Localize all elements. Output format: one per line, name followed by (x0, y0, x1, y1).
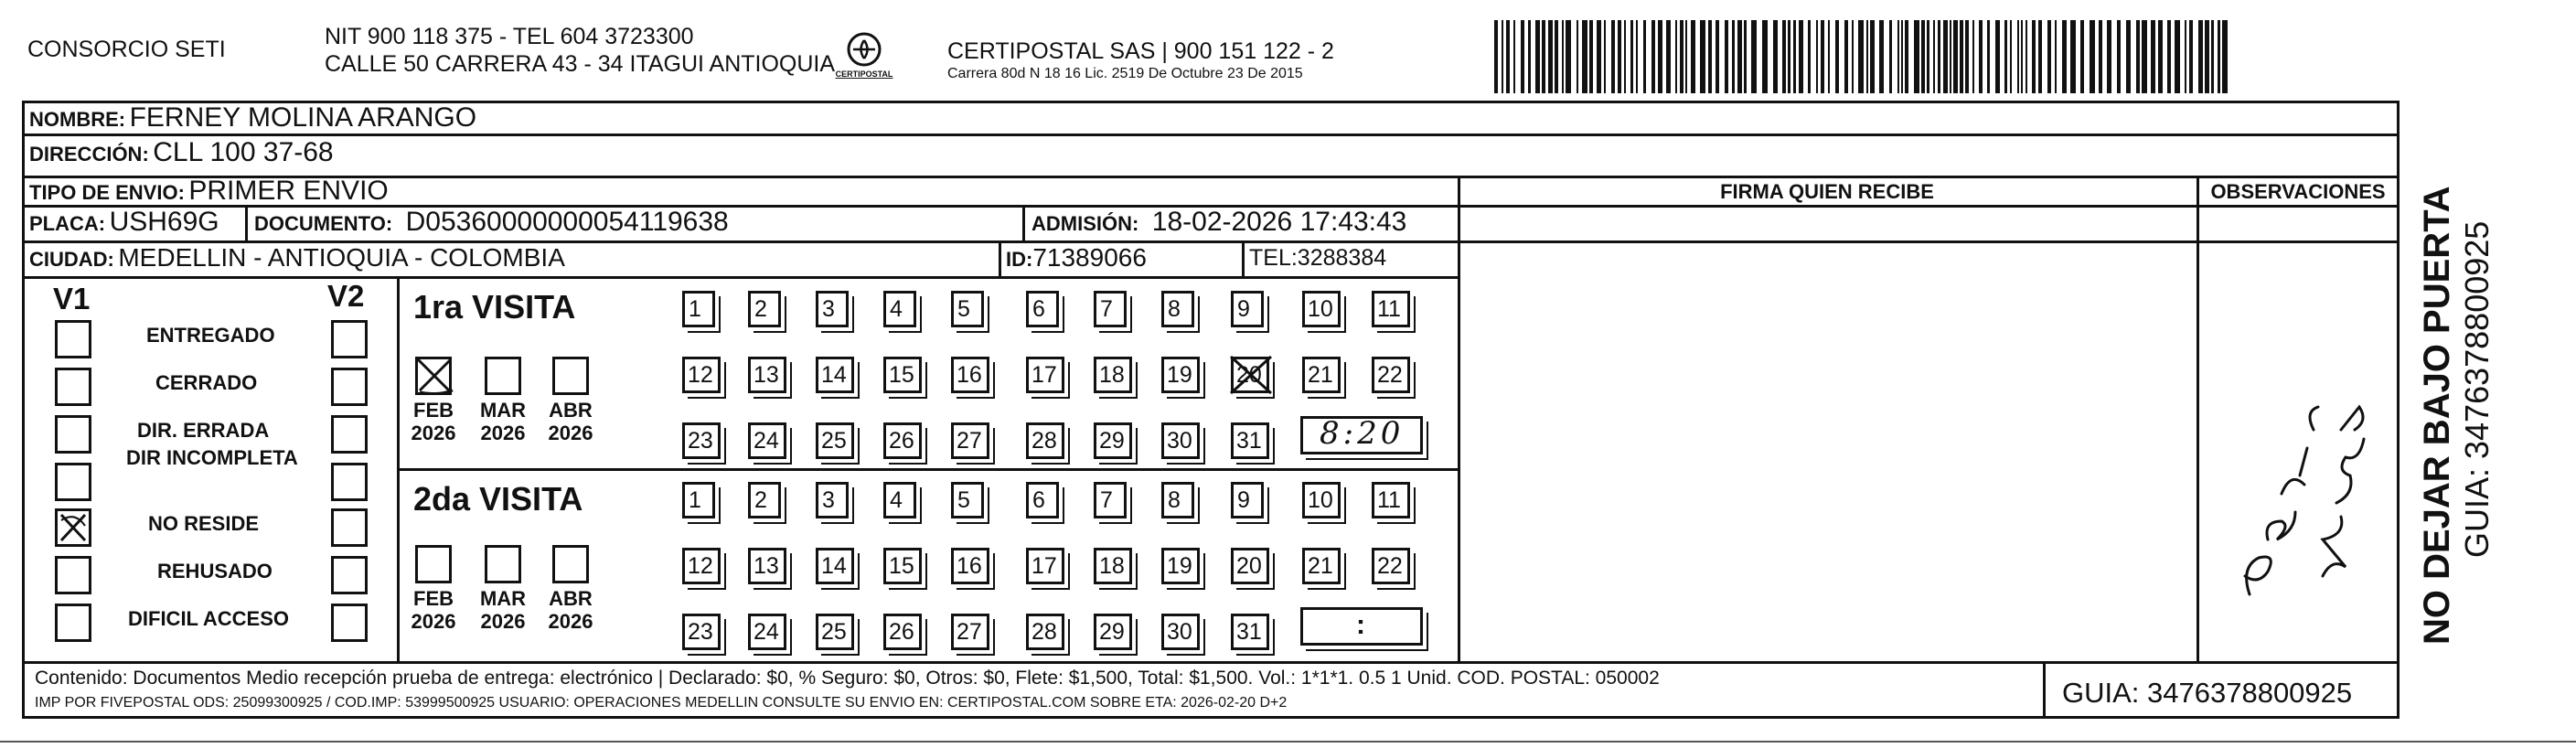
second-visit-day-box[interactable]: 5 (951, 482, 984, 518)
barcode-bar (2126, 20, 2131, 93)
barcode-bar (2090, 20, 2095, 93)
barcode-bar (1858, 20, 1864, 93)
barcode-bar (1782, 20, 1786, 93)
v1-checkbox[interactable] (55, 463, 91, 501)
first-visit-day-box[interactable]: 14 (816, 357, 854, 393)
plate-value: USH69G (109, 207, 219, 237)
v1-checkbox[interactable] (55, 415, 91, 454)
plate-label: PLACA: (29, 212, 106, 235)
barcode-bar (1816, 20, 1818, 93)
v1-label: V1 (53, 282, 91, 315)
second-visit-day-box[interactable]: 22 (1372, 548, 1410, 584)
second-visit-time-box[interactable] (1300, 607, 1423, 646)
second-visit-day-box[interactable]: 13 (748, 548, 786, 584)
barcode-bar (1921, 20, 1925, 93)
barcode-bar (1914, 20, 1919, 93)
first-visit-day-box[interactable]: 1 (682, 291, 715, 327)
month-name: MAR (479, 399, 527, 422)
first-visit-day-box[interactable]: 7 (1094, 291, 1127, 327)
shipment-type-field (29, 176, 389, 207)
barcode-bar (2175, 20, 2180, 93)
second-visit-day-box[interactable]: 14 (816, 548, 854, 584)
first-visit-day-box[interactable]: 16 (951, 357, 989, 393)
second-visit-day-box[interactable]: 29 (1094, 614, 1132, 650)
address-line: CALLE 50 CARRERA 43 - 34 ITAGUI ANTIOQUIA (325, 51, 836, 77)
month-name: ABR (549, 399, 593, 422)
first-visit-day-box[interactable]: 29 (1094, 422, 1132, 459)
barcode-bar (1927, 20, 1929, 93)
barcode-bar (2117, 20, 2121, 93)
month-name: FEB (413, 399, 454, 422)
document-field (254, 207, 729, 238)
barcode-bar (1995, 20, 2000, 93)
address-label: DIRECCIÓN: (29, 143, 149, 166)
second-visit-month-checkbox[interactable] (415, 545, 452, 583)
barcode-bar (1528, 20, 1531, 93)
month-name: MAR (479, 587, 527, 610)
cross-mark-icon (1227, 353, 1275, 397)
barcode-bar (1582, 20, 1587, 93)
side-notice-text: NO DEJAR BAJO PUERTA (2417, 186, 2457, 645)
second-visit-day-box[interactable]: 7 (1094, 482, 1127, 518)
first-visit-time: 8:20 (1320, 415, 1405, 452)
barcode-bar (1737, 20, 1742, 93)
barcode-bar (1897, 20, 1899, 93)
barcode-bar (2062, 20, 2067, 93)
barcode-bar (1513, 20, 1515, 93)
city-value: MEDELLIN - ANTIOQUIA - COLOMBIA (118, 243, 565, 272)
v2-checkbox[interactable] (331, 368, 368, 406)
v2-label: V2 (327, 279, 365, 313)
barcode-bar (1821, 20, 1824, 93)
barcode-bar (1987, 20, 1990, 93)
month-label (406, 399, 461, 444)
first-visit-day-box[interactable]: 20 (1231, 357, 1269, 393)
second-visit-day-box[interactable]: 6 (1026, 482, 1059, 518)
tel-label: TEL: (1249, 245, 1298, 271)
second-visit-month-checkbox[interactable] (552, 545, 589, 583)
v1-checkbox[interactable] (55, 604, 91, 642)
first-visit-day-box[interactable]: 22 (1372, 357, 1410, 393)
barcode-bar (1577, 20, 1578, 93)
handwriting-image (2213, 320, 2378, 613)
barcode-bar (2189, 20, 2193, 93)
plate-field (29, 207, 219, 238)
signature-header: FIRMA QUIEN RECIBE (1720, 180, 1934, 203)
month-year: 2026 (411, 610, 456, 633)
month-name: ABR (549, 587, 593, 610)
side-guide (2458, 101, 2496, 558)
second-visit-day-box[interactable]: 18 (1094, 548, 1132, 584)
barcode-bar (1972, 20, 1974, 93)
barcode-bar (1808, 20, 1811, 93)
barcode-bar (1965, 20, 1969, 93)
footer-guide: GUIA: 3476378800925 (2062, 677, 2353, 709)
month-label (476, 587, 530, 633)
first-visit-day-box[interactable]: 21 (1302, 357, 1341, 393)
barcode-bar (1535, 20, 1540, 93)
first-visit-day-box[interactable]: 4 (883, 291, 916, 327)
barcode-bar (1708, 20, 1712, 93)
barcode-bar (1953, 20, 1958, 93)
month-year: 2026 (480, 610, 526, 633)
month-name: FEB (413, 587, 454, 610)
barcode-bar (2218, 20, 2220, 93)
second-visit-day-box[interactable]: 1 (682, 482, 715, 518)
barcode-bar (1788, 20, 1790, 93)
second-visit-day-box[interactable]: 8 (1161, 482, 1194, 518)
logo-text: CERTIPOSTAL (835, 69, 893, 79)
barcode-bar (2099, 20, 2102, 93)
barcode-bar (1502, 20, 1503, 93)
second-visit-day-box[interactable]: 27 (951, 614, 989, 650)
nit-line: NIT 900 118 375 - TEL 604 3723300 (325, 24, 694, 49)
side-notice (2417, 78, 2458, 645)
second-visit-title: 2da VISITA (413, 480, 583, 518)
first-visit-day-box[interactable]: 24 (748, 422, 786, 459)
barcode-bar (1680, 20, 1683, 93)
barcode-bar (1866, 20, 1868, 93)
status-label: DIR INCOMPLETA (126, 446, 298, 469)
first-visit-day-box[interactable]: 28 (1026, 422, 1064, 459)
first-visit-day-box[interactable]: 25 (816, 422, 854, 459)
barcode-bar (1643, 20, 1646, 93)
month-label (406, 587, 461, 633)
second-visit-day-box[interactable]: 24 (748, 614, 786, 650)
barcode-bar (2010, 20, 2012, 93)
first-visit-time-box[interactable] (1300, 416, 1423, 454)
shipment-type-label: TIPO DE ENVIO: (29, 181, 185, 204)
first-visit-month-checkbox[interactable] (485, 357, 521, 395)
barcode-bar (1700, 20, 1705, 93)
v2-checkbox[interactable] (331, 320, 368, 358)
barcode-bar (2032, 20, 2036, 93)
second-visit-day-box[interactable]: 21 (1302, 548, 1341, 584)
first-visit-day-box[interactable]: 6 (1026, 291, 1059, 327)
barcode-bar (1979, 20, 1983, 93)
barcode-bar (2026, 20, 2027, 93)
barcode-bar (1548, 20, 1553, 93)
barcode-bar (2055, 20, 2057, 93)
id-label: ID: (1006, 248, 1033, 271)
check-mark-icon (412, 354, 458, 394)
barcode-bar (2021, 20, 2023, 93)
barcode-bar (1938, 20, 1940, 93)
barcode-bar (1624, 20, 1626, 93)
first-visit-month-checkbox[interactable] (415, 357, 452, 395)
barcode-bar (1901, 20, 1903, 93)
first-visit-month-checkbox[interactable] (552, 357, 589, 395)
barcode-bar (2205, 20, 2209, 93)
status-label: NO RESIDE (148, 512, 260, 535)
month-label (476, 399, 530, 444)
barcode-bar (1562, 20, 1564, 93)
v1-checkbox[interactable] (55, 320, 91, 358)
id-value: 71389066 (1032, 243, 1147, 272)
barcode-bar (2080, 20, 2084, 93)
barcode-bar (1732, 20, 1735, 93)
barcode-bar (2151, 20, 2155, 93)
first-visit-day-box[interactable]: 3 (816, 291, 849, 327)
first-visit-day-box[interactable]: 5 (951, 291, 984, 327)
document-label: DOCUMENTO: (254, 212, 393, 235)
barcode-bar (1828, 20, 1830, 93)
barcode-bar (2017, 20, 2019, 93)
first-visit-day-box[interactable]: 11 (1372, 291, 1410, 327)
name-value: FERNEY MOLINA ARANGO (129, 102, 477, 133)
first-visit-day-box[interactable]: 9 (1231, 291, 1264, 327)
id-field (1006, 243, 1147, 272)
admission-field (1031, 207, 1406, 238)
barcode-image (1494, 20, 2235, 93)
barcode-bar (1658, 20, 1662, 93)
name-label: NOMBRE: (29, 108, 126, 131)
barcode-bar (1611, 20, 1615, 93)
first-visit-day-box[interactable]: 30 (1161, 422, 1200, 459)
barcode-bar (1799, 20, 1803, 93)
second-visit-day-box[interactable]: 12 (682, 548, 721, 584)
status-label: CERRADO (155, 371, 258, 394)
barcode-bar (1933, 20, 1935, 93)
barcode-bar (2198, 20, 2203, 93)
second-visit-time: : (1356, 610, 1365, 640)
v2-checkbox[interactable] (331, 463, 368, 501)
barcode-bar (2070, 20, 2076, 93)
barcode-bar (1905, 20, 1908, 93)
first-visit-day-box[interactable]: 15 (883, 357, 922, 393)
barcode-bar (2142, 20, 2147, 93)
observations-handwriting (2213, 320, 2378, 613)
footer-content-line: Contenido: Documentos Medio recepción prueba de entrega: electrónico | Declarado: $0, % Seguro: $0, Otros: $0, Flete: $1,500, Total: $1,500. Vol.: 1*1*1. 0.5 1 Unid. COD. POSTAL: 050002 (35, 668, 1660, 689)
month-year: 2026 (548, 610, 593, 633)
barcode-bar (1651, 20, 1655, 93)
second-visit-day-box[interactable]: 11 (1372, 482, 1410, 518)
v2-checkbox[interactable] (331, 556, 368, 594)
document-value: D05360000000054119638 (405, 207, 729, 237)
status-label: REHUSADO (157, 560, 273, 582)
status-label: DIFICIL ACCESO (128, 607, 290, 630)
barcode-bar (1762, 20, 1768, 93)
barcode-bar (1716, 20, 1719, 93)
second-visit-day-box[interactable]: 10 (1302, 482, 1341, 518)
v1-checkbox[interactable] (55, 556, 91, 594)
month-label (543, 587, 598, 633)
barcode-bar (1589, 20, 1593, 93)
barcode (1494, 20, 2235, 93)
v2-checkbox[interactable] (331, 508, 368, 547)
second-visit-day-box[interactable]: 2 (748, 482, 781, 518)
v2-checkbox[interactable] (331, 604, 368, 642)
barcode-bar (1844, 20, 1848, 93)
barcode-bar (1751, 20, 1757, 93)
second-visit-day-box[interactable]: 17 (1026, 548, 1064, 584)
second-visit-day-box[interactable]: 30 (1161, 614, 1200, 650)
address-value: CLL 100 37-68 (153, 137, 334, 167)
tel-field (1249, 245, 1386, 272)
barcode-bar (1630, 20, 1633, 93)
second-visit-day-box[interactable]: 9 (1231, 482, 1264, 518)
second-visit-day-box[interactable]: 16 (951, 548, 989, 584)
month-label (543, 399, 598, 444)
admission-label: ADMISIÓN: (1031, 212, 1139, 235)
city-field (29, 243, 565, 272)
barcode-bar (2004, 20, 2007, 93)
first-visit-day-box[interactable]: 17 (1026, 357, 1064, 393)
barcode-bar (1852, 20, 1854, 93)
first-visit-day-box[interactable]: 13 (748, 357, 786, 393)
barcode-bar (1555, 20, 1558, 93)
second-visit-month-checkbox[interactable] (485, 545, 521, 583)
barcode-bar (1685, 20, 1687, 93)
second-visit-day-box[interactable]: 3 (816, 482, 849, 518)
shipment-type-value: PRIMER ENVIO (188, 176, 389, 206)
status-label: ENTREGADO (146, 324, 275, 347)
barcode-bar (1618, 20, 1621, 93)
second-visit-day-box[interactable]: 15 (883, 548, 922, 584)
first-visit-day-box[interactable]: 10 (1302, 291, 1341, 327)
address-field (29, 137, 334, 168)
barcode-bar (1494, 20, 1498, 93)
second-visit-day-box[interactable]: 19 (1161, 548, 1200, 584)
barcode-bar (1691, 20, 1695, 93)
barcode-bar (1793, 20, 1796, 93)
first-visit-title: 1ra VISITA (413, 288, 576, 326)
v1-checkbox[interactable] (55, 368, 91, 406)
v1-checkbox[interactable] (55, 508, 91, 547)
barcode-bar (2038, 20, 2042, 93)
certipostal-logo (832, 29, 896, 84)
second-visit-day-box[interactable]: 23 (682, 614, 721, 650)
v2-checkbox[interactable] (331, 415, 368, 454)
barcode-bar (1636, 20, 1638, 93)
status-label: DIR. ERRADA (137, 419, 270, 442)
barcode-bar (2211, 20, 2214, 93)
license-line: Carrera 80d N 18 16 Lic. 2519 De Octubre 23 De 2015 (947, 66, 1303, 81)
month-year: 2026 (548, 422, 593, 444)
barcode-bar (1566, 20, 1571, 93)
company-name: CONSORCIO SETI (27, 37, 226, 62)
bottom-edge (0, 741, 2576, 743)
barcode-bar (1521, 20, 1524, 93)
footer-print-line: IMP POR FIVEPOSTAL ODS: 25099300925 / COD.IMP: 53999500925 USUARIO: OPERACIONES MEDELLIN CONSULTE SU ENVIO EN: CERTIPOSTAL.COM SOBRE ETA: 2026-02-20 D+2 (35, 695, 1288, 711)
second-visit-day-box[interactable]: 20 (1231, 548, 1269, 584)
second-visit-day-box[interactable]: 28 (1026, 614, 1064, 650)
barcode-bar (1943, 20, 1948, 93)
second-visit-day-box[interactable]: 4 (883, 482, 916, 518)
second-visit-day-box[interactable]: 25 (816, 614, 854, 650)
barcode-bar (2136, 20, 2140, 93)
barcode-bar (2185, 20, 2186, 93)
first-visit-day-box[interactable]: 19 (1161, 357, 1200, 393)
second-visit-day-box[interactable]: 31 (1231, 614, 1269, 650)
barcode-bar (1675, 20, 1677, 93)
barcode-bar (1960, 20, 1963, 93)
barcode-bar (2047, 20, 2051, 93)
barcode-bar (1604, 20, 1606, 93)
month-year: 2026 (411, 422, 456, 444)
barcode-bar (2107, 20, 2111, 93)
tel-value: 3288384 (1297, 245, 1387, 271)
admission-value: 18-02-2026 17:43:43 (1151, 207, 1407, 237)
first-visit-day-box[interactable]: 18 (1094, 357, 1132, 393)
month-year: 2026 (480, 422, 526, 444)
barcode-bar (1725, 20, 1728, 93)
first-visit-day-box[interactable]: 26 (883, 422, 922, 459)
first-visit-day-box[interactable]: 2 (748, 291, 781, 327)
barcode-bar (2158, 20, 2163, 93)
barcode-bar (1744, 20, 1747, 93)
first-visit-day-box[interactable]: 27 (951, 422, 989, 459)
first-visit-day-box[interactable]: 8 (1161, 291, 1194, 327)
barcode-bar (1666, 20, 1671, 93)
barcode-bar (1773, 20, 1778, 93)
barcode-bar (2222, 20, 2228, 93)
first-visit-day-box[interactable]: 12 (682, 357, 721, 393)
first-visit-day-box[interactable]: 23 (682, 422, 721, 459)
barcode-bar (1542, 20, 1545, 93)
barcode-bar (1835, 20, 1839, 93)
city-label: CIUDAD: (29, 248, 114, 271)
barcode-bar (1597, 20, 1601, 93)
first-visit-day-box[interactable]: 31 (1231, 422, 1269, 459)
barcode-bar (1506, 20, 1510, 93)
name-field (29, 102, 476, 134)
barcode-bar (1889, 20, 1892, 93)
side-guide-text: GUIA: 3476378800925 (2458, 220, 2496, 558)
barcode-bar (1879, 20, 1884, 93)
observations-header: OBSERVACIONES (2210, 180, 2386, 203)
check-mark-icon (58, 511, 89, 544)
certipostal-line: CERTIPOSTAL SAS | 900 151 122 - 2 (947, 38, 1334, 64)
barcode-bar (1950, 20, 1951, 93)
barcode-bar (1870, 20, 1875, 93)
second-visit-day-box[interactable]: 26 (883, 614, 922, 650)
barcode-bar (2167, 20, 2171, 93)
